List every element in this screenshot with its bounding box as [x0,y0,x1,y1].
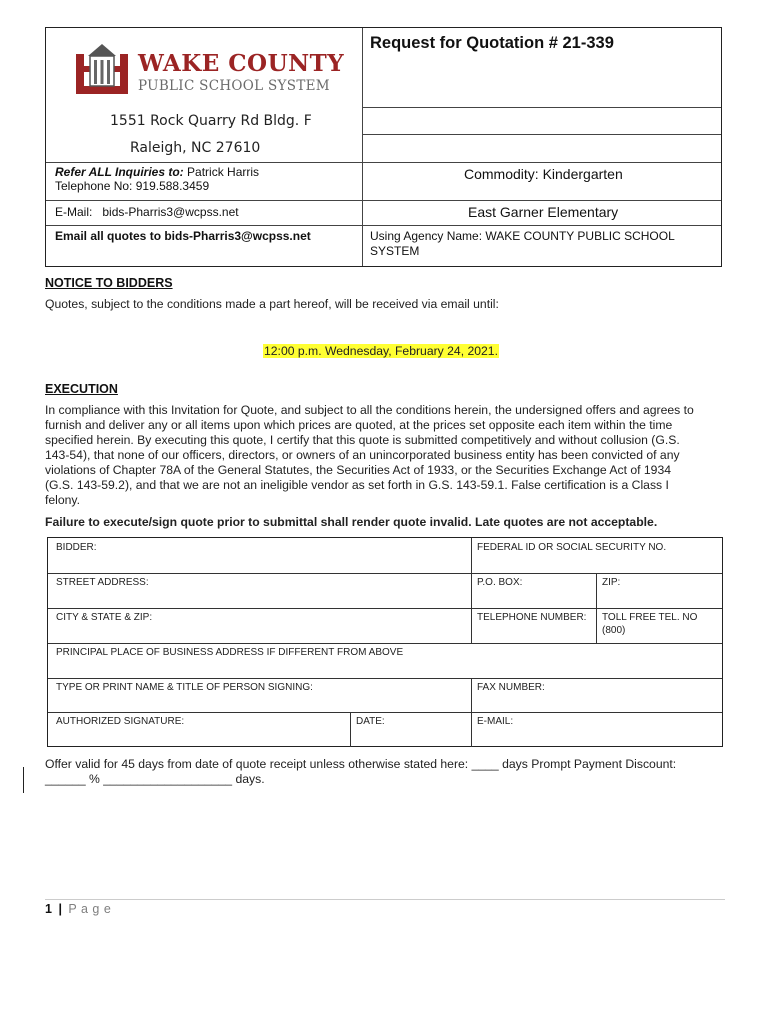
form-divider [596,573,597,643]
header-rule [362,134,721,135]
notice-text: Quotes, subject to the conditions made a part hereof, will be received via email until: [45,297,499,311]
footer-rule [45,899,725,900]
page-footer: 1 | P a g e [45,902,112,916]
form-divider [471,538,472,643]
wcpss-logo [74,42,345,98]
inquiries-name: Patrick Harris [187,165,260,179]
email-address: bids-Pharris3@wcpss.net [102,205,239,219]
notice-title: NOTICE TO BIDDERS [45,276,173,290]
execution-title: EXECUTION [45,382,118,396]
form-divider [350,712,351,747]
execution-line: 143-54), that none of our officers, directors, or owners of an unincorporated business entity has been convicted of any [45,448,680,462]
header-rule [46,200,721,201]
form-divider [471,678,472,747]
page-label: P a g e [68,902,112,916]
header-table [45,27,722,267]
execution-line: violations of Chapter 78A of the General Statutes, the Securities Act of 1933, or the Securities Exchange Act of 1934 [45,463,672,477]
telephone-field[interactable]: TELEPHONE NUMBER: [477,612,587,623]
execution-line: furnish and deliver any or all items upon which prices are quoted, at the prices set opposite each item within the time [45,418,673,432]
toll-free-prefix: (800) [602,625,626,636]
offer-line1: Offer valid for 45 days from date of quote receipt unless otherwise stated here: ____ days Prompt Payment Discount: [45,757,677,771]
form-rule [48,678,722,679]
street-address-field[interactable]: STREET ADDRESS: [56,577,149,588]
logo-name: WAKE COUNTY [138,50,345,77]
offer-text [45,757,735,787]
header-divider [362,28,363,266]
offer-line2: ______ % ___________________ days. [45,772,265,786]
form-rule [48,643,722,644]
deadline [263,344,499,359]
commodity: Commodity: Kindergarten [464,166,623,182]
header-rule [46,162,721,163]
email-line [55,205,239,219]
school-name: East Garner Elementary [468,204,619,220]
principal-address-field[interactable]: PRINCIPAL PLACE OF BUSINESS ADDRESS IF DIFFERENT FROM ABOVE [56,647,404,658]
bidder-field[interactable]: BIDDER: [56,542,97,553]
execution-warning: Failure to execute/sign quote prior to submittal shall render quote invalid. Late quotes are not acceptable. [45,515,658,529]
execution-line: specified herein. By executing this quote, I certify that this quote is submitted competitively and without collusion (G.S. [45,433,680,447]
header-rule [46,225,721,226]
schoolhouse-icon [74,42,130,98]
federal-id-field[interactable]: FEDERAL ID OR SOCIAL SECURITY NO. [477,542,667,553]
po-box-field[interactable]: P.O. BOX: [477,577,523,588]
execution-line: felony. [45,493,81,507]
bidder-form [47,537,723,747]
date-field[interactable]: DATE: [356,716,385,727]
form-rule [48,573,722,574]
inquiries-line [55,165,259,179]
rfq-title: Request for Quotation # 21-339 [370,34,614,52]
header-rule [362,107,721,108]
email-label: E-Mail: [55,205,93,219]
city-state-zip-field[interactable]: CITY & STATE & ZIP: [56,612,153,623]
inquiries-prefix: Refer ALL Inquiries to: [55,165,184,179]
deadline-highlight: 12:00 p.m. Wednesday, February 24, 2021. [264,344,498,358]
email-quotes: Email all quotes to bids-Pharris3@wcpss.net [55,229,311,243]
signature-field[interactable]: AUTHORIZED SIGNATURE: [56,716,185,727]
toll-free-field[interactable]: TOLL FREE TEL. NO [602,612,698,623]
page-number: 1 [45,902,52,916]
address-line2: Raleigh, NC 27610 [130,140,261,156]
fax-field[interactable]: FAX NUMBER: [477,682,545,693]
execution-text [45,403,735,508]
execution-line: (G.S. 143-59.2), and that we are not an ineligible vendor as set forth in G.S. 143-59.1. False certification is a Class I [45,478,669,492]
email-field[interactable]: E-MAIL: [477,716,514,727]
execution-line: In compliance with this Invitation for Quote, and subject to all the conditions herein, the undersigned offers and agrees to [45,403,694,417]
revision-bar [23,767,24,793]
form-rule [48,712,722,713]
name-title-field[interactable]: TYPE OR PRINT NAME & TITLE OF PERSON SIGNING: [56,682,313,693]
agency-name: Using Agency Name: WAKE COUNTY PUBLIC SCHOOL SYSTEM [370,229,675,258]
zip-field[interactable]: ZIP: [602,577,621,588]
logo-subtitle: PUBLIC SCHOOL SYSTEM [138,78,330,94]
address-line1: 1551 Rock Quarry Rd Bldg. F [110,113,312,129]
telephone: Telephone No: 919.588.3459 [55,179,210,193]
form-rule [48,608,722,609]
